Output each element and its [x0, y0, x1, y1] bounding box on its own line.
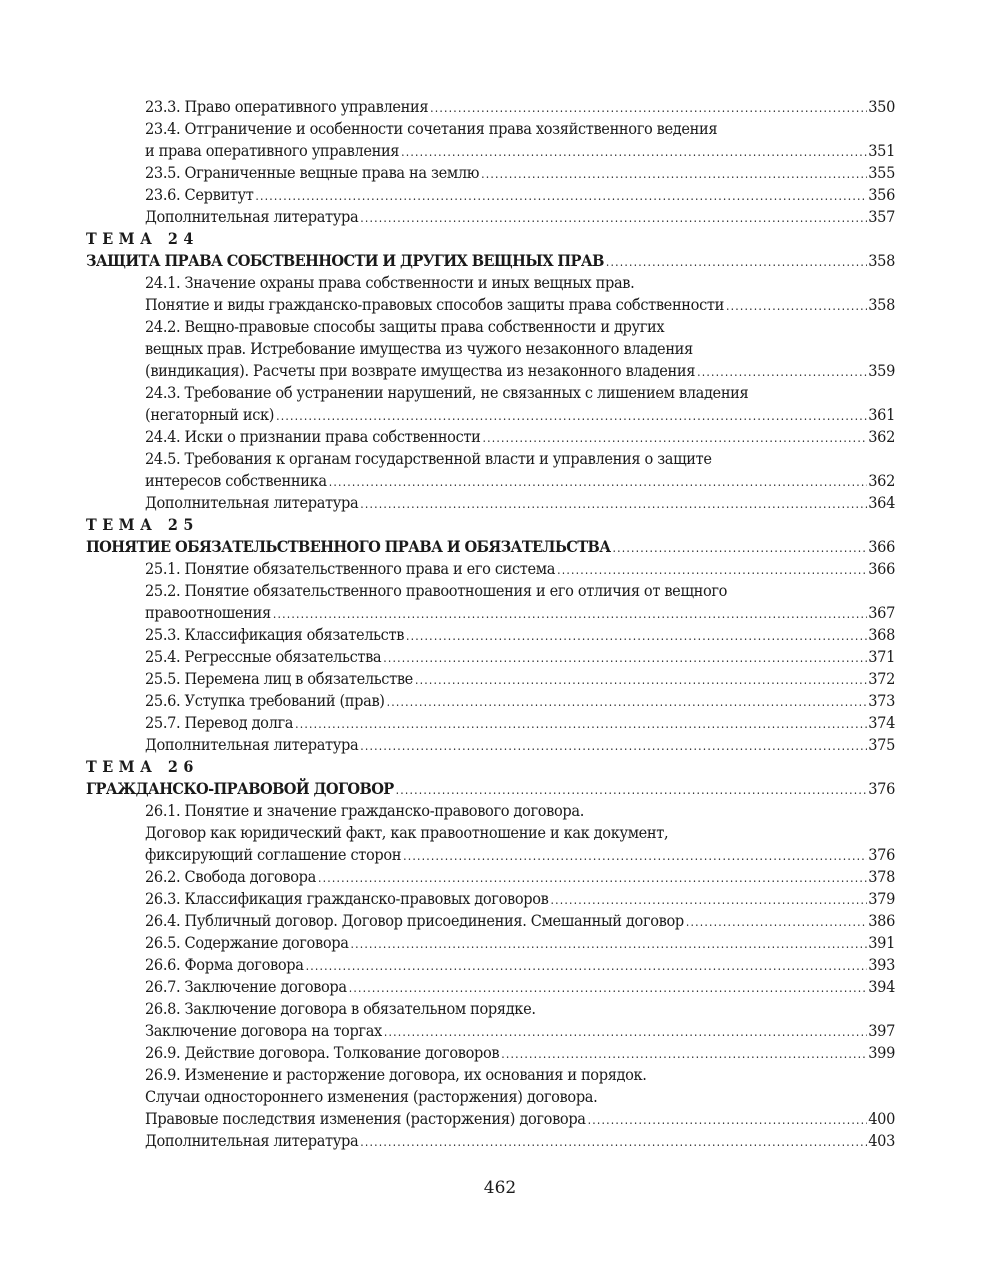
toc-entry: Дополнительная литература ..... 364 [145, 492, 895, 514]
toc-page: 350 [868, 97, 895, 116]
toc-page: 356 [868, 185, 895, 204]
toc-entry-line: 25.2. Понятие обязательственного правоотношения и его отличия от вещного [145, 581, 728, 600]
toc-entry: (негаторный иск) ..... 361 [145, 404, 895, 426]
toc-entry: Правовые последствия изменения (расторжения) договора ..... 400 [145, 1108, 895, 1130]
toc-entry: 23.3. Право оперативного управления ..... 350 [145, 96, 895, 118]
dot-leader [550, 889, 867, 910]
dot-leader [329, 471, 868, 492]
toc-entry: фиксирующий соглашение сторон ..... 376 [145, 844, 895, 866]
dot-leader [697, 361, 867, 382]
dot-leader [482, 427, 867, 448]
toc-entry: 26.7. Заключение договора ..... 394 [145, 976, 895, 998]
toc-entry: 25.4. Регрессные обязательства ..... 371 [145, 646, 895, 668]
dot-leader [606, 251, 867, 272]
toc-entry: 24.4. Иски о признании права собственности ..... 362 [145, 426, 895, 448]
chapter-label: ТЕМА 24 [86, 229, 199, 248]
toc-entry-line: 26.1. Понятие и значение гражданско-правового договора. [145, 801, 584, 820]
toc-page: 375 [868, 735, 895, 754]
toc-page: 358 [868, 295, 895, 314]
toc-entry-line: 24.3. Требование об устранении нарушений, не связанных с лишением владения [145, 383, 749, 402]
toc-entry: 23.6. Сервитут ..... 356 [145, 184, 895, 206]
dot-leader [396, 779, 868, 800]
toc-entry: 26.4. Публичный договор. Договор присоединения. Смешанный договор ..... 386 [145, 910, 895, 932]
toc-entry-line: 24.1. Значение охраны права собственности и иных вещных прав. [145, 273, 635, 292]
dot-leader [403, 845, 867, 866]
dot-leader [349, 977, 868, 998]
toc-entry: Дополнительная литература ..... 357 [145, 206, 895, 228]
toc-entry: 23.5. Ограниченные вещные права на землю ..... 355 [145, 162, 895, 184]
toc-entry-line: Случаи одностороннего изменения (расторжения) договора. [145, 1087, 598, 1106]
toc-page: 362 [868, 471, 895, 490]
toc-page: 403 [868, 1131, 895, 1150]
toc-page: 368 [868, 625, 895, 644]
dot-leader [255, 185, 867, 206]
toc-page: 397 [868, 1021, 895, 1040]
dot-leader [686, 911, 867, 932]
dot-leader [406, 625, 867, 646]
toc-entry: (виндикация). Расчеты при возврате имущества из незаконного владения ..... 359 [145, 360, 895, 382]
toc-entry: интересов собственника ..... 362 [145, 470, 895, 492]
toc-entry: Дополнительная литература ..... 403 [145, 1130, 895, 1152]
toc-entry-line: Договор как юридический факт, как правоотношение и как документ, [145, 823, 669, 842]
dot-leader [295, 713, 867, 734]
toc-entry: 26.2. Свобода договора ..... 378 [145, 866, 895, 888]
toc-page: 376 [868, 779, 895, 798]
dot-leader [501, 1043, 867, 1064]
toc-page: 361 [868, 405, 895, 424]
dot-leader [612, 537, 867, 558]
chapter-title-entry [86, 778, 895, 800]
toc-page: 372 [868, 669, 895, 688]
dot-leader [306, 955, 868, 976]
toc-page: 355 [868, 163, 895, 182]
dot-leader [360, 207, 867, 228]
toc-entry: правоотношения ..... 367 [145, 602, 895, 624]
dot-leader [383, 647, 867, 668]
toc-page: 374 [868, 713, 895, 732]
dot-leader [360, 493, 867, 514]
toc-page: 366 [868, 559, 895, 578]
dot-leader [384, 1021, 867, 1042]
dot-leader [726, 295, 867, 316]
chapter-title-entry [86, 250, 895, 272]
toc-page: 362 [868, 427, 895, 446]
toc-entry-line: 24.5. Требования к органам государственной власти и управления о защите [145, 449, 712, 468]
toc-page: 399 [868, 1043, 895, 1062]
toc-page: 379 [868, 889, 895, 908]
toc-entry: 26.5. Содержание договора ..... 391 [145, 932, 895, 954]
toc-entry: 25.5. Перемена лиц в обязательстве ..... 372 [145, 668, 895, 690]
toc-page: 366 [868, 537, 895, 556]
chapter-title: ГРАЖДАНСКО-ПРАВОВОЙ ДОГОВОР [86, 779, 394, 798]
toc-entry: Заключение договора на торгах ..... 397 [145, 1020, 895, 1042]
toc-page: 400 [868, 1109, 895, 1128]
dot-leader [351, 933, 868, 954]
dot-leader [481, 163, 867, 184]
toc-entry: 25.3. Классификация обязательств ..... 368 [145, 624, 895, 646]
dot-leader [318, 867, 867, 888]
toc-page: 376 [868, 845, 895, 864]
toc-entry: 25.1. Понятие обязательственного права и его система ..... 366 [145, 558, 895, 580]
dot-leader [273, 603, 867, 624]
toc-page: 359 [868, 361, 895, 380]
toc-entry: 26.6. Форма договора ..... 393 [145, 954, 895, 976]
toc-page: 386 [868, 911, 895, 930]
chapter-label: ТЕМА 25 [86, 515, 199, 534]
toc-entry-line: 26.9. Изменение и расторжение договора, их основания и порядок. [145, 1065, 647, 1084]
page-number: 462 [483, 1178, 517, 1198]
dot-leader [360, 1131, 867, 1152]
dot-leader [387, 691, 868, 712]
dot-leader [430, 97, 867, 118]
dot-leader [360, 735, 867, 756]
toc-entry: 25.6. Уступка требований (прав) ..... 373 [145, 690, 895, 712]
dot-leader [415, 669, 867, 690]
dot-leader [588, 1109, 868, 1130]
toc-entry-line: 26.8. Заключение договора в обязательном порядке. [145, 999, 536, 1018]
toc-page: 391 [868, 933, 895, 952]
toc-page: 367 [868, 603, 895, 622]
chapter-title: ПОНЯТИЕ ОБЯЗАТЕЛЬСТВЕННОГО ПРАВА И ОБЯЗАТЕЛЬСТВА [86, 537, 611, 556]
dot-leader [401, 141, 867, 162]
toc-entry: 26.9. Действие договора. Толкование договоров ..... 399 [145, 1042, 895, 1064]
toc-page: 378 [868, 867, 895, 886]
dot-leader [557, 559, 867, 580]
chapter-title-entry [86, 536, 895, 558]
toc-page: 394 [868, 977, 895, 996]
toc-page: 364 [868, 493, 895, 512]
toc-entry-line: 23.4. Отграничение и особенности сочетания права хозяйственного ведения [145, 119, 718, 138]
toc-entry: и права оперативного управления ..... 351 [145, 140, 895, 162]
chapter-label: ТЕМА 26 [86, 757, 199, 776]
toc-entry: Дополнительная литература ..... 375 [145, 734, 895, 756]
chapter-title: ЗАЩИТА ПРАВА СОБСТВЕННОСТИ И ДРУГИХ ВЕЩНЫХ ПРАВ [86, 251, 604, 270]
toc-entry: Понятие и виды гражданско-правовых способов защиты права собственности ..... 358 [145, 294, 895, 316]
toc-entry: 26.3. Классификация гражданско-правовых договоров ..... 379 [145, 888, 895, 910]
toc-page: 357 [868, 207, 895, 226]
toc-page: 373 [868, 691, 895, 710]
toc-page: 351 [868, 141, 895, 160]
table-of-contents [0, 96, 1000, 1152]
dot-leader [276, 405, 867, 426]
toc-entry-line: 24.2. Вещно-правовые способы защиты права собственности и других [145, 317, 665, 336]
toc-entry: 25.7. Перевод долга ..... 374 [145, 712, 895, 734]
toc-entry-line: вещных прав. Истребование имущества из чужого незаконного владения [145, 339, 693, 358]
toc-page: 358 [868, 251, 895, 270]
toc-page: 393 [868, 955, 895, 974]
toc-page: 371 [868, 647, 895, 666]
